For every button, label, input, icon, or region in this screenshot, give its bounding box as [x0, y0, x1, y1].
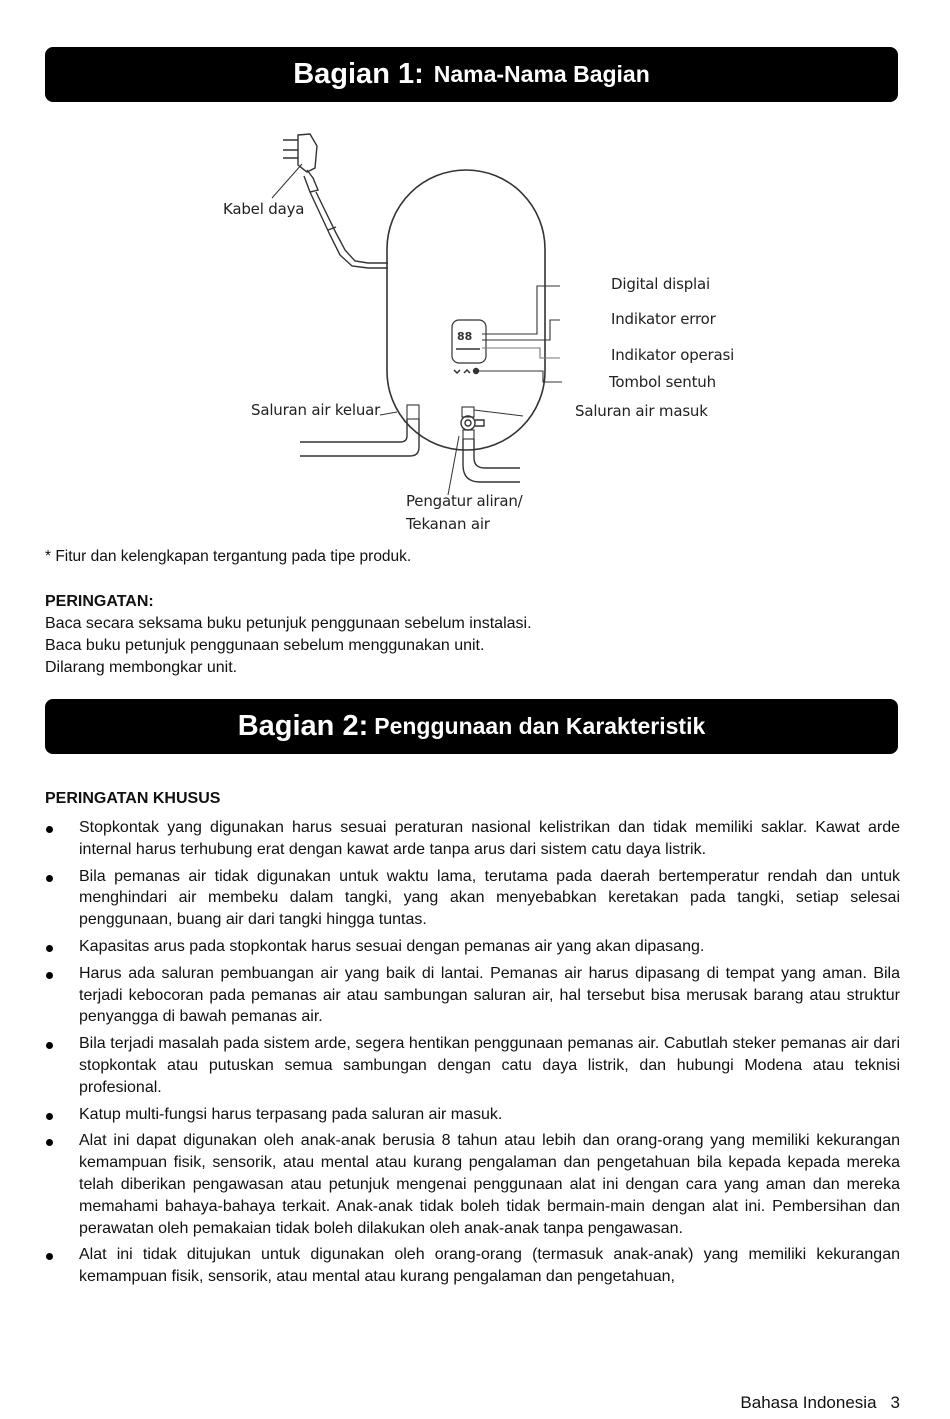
warning-line: Dilarang membongkar unit. — [45, 659, 238, 676]
label-water-outlet: Saluran air keluar — [251, 401, 381, 419]
list-item: Alat ini dapat digunakan oleh anak-anak berusia 8 tahun atau lebih dan orang-orang yang memiliki kekurangan kemampuan fisik, sensorik, atau mental atau kurang pengalaman dan pengetahuan bila kepada kepada mereka telah diberikan pengawasan atau petunjuk mengenai penggunaan alat ini dengan cara yang aman dan mereka memahami bahaya-bahaya terkait. Anak-anak tidak boleh tidak bermain-main dengan alat ini. Pembersihan dan perawatan oleh pemakaian tidak boleh dilakukan oleh anak-anak tanpa pengawasan. — [45, 1130, 900, 1239]
bullet-icon — [46, 1042, 53, 1049]
special-warning-heading: PERINGATAN KHUSUS — [45, 790, 221, 807]
warning-line: Baca buku petunjuk penggunaan sebelum menggunakan unit. — [45, 637, 485, 654]
section-1-part: Bagian 1: — [293, 58, 424, 90]
list-item: Stopkontak yang digunakan harus sesuai peraturan nasional kelistrikan dan tidak memiliki saklar. Kawat arde internal harus terhubung erat dengan kawat arde tanpa arus dari sistem catu daya listrik. — [45, 817, 900, 861]
bullet-icon — [46, 972, 53, 979]
bullet-icon — [46, 826, 53, 833]
label-error-indicator: Indikator error — [611, 310, 716, 328]
section-2-banner — [45, 699, 898, 754]
label-touch-button: Tombol sentuh — [609, 373, 716, 391]
section-2-title: Penggunaan dan Karakteristik — [374, 713, 706, 739]
label-power-cable: Kabel daya — [223, 200, 305, 218]
list-item: Harus ada saluran pembuangan air yang baik di lantai. Pemanas air harus dipasang di tempat yang aman. Bila terjadi kebocoran pada pemanas air atau sambungan saluran air, hal tersebut bisa merusak barang atau struktur penyangga di bawah pemanas air. — [45, 963, 900, 1028]
page-number: 3 — [890, 1393, 900, 1412]
section-1-title: Nama-Nama Bagian — [433, 61, 650, 87]
svg-text:88: 88 — [457, 330, 473, 343]
bullet-icon — [46, 1113, 53, 1120]
section-2-part: Bagian 2: — [237, 710, 369, 742]
label-flow-regulator-2: Tekanan air — [406, 515, 490, 533]
label-digital-display: Digital displai — [611, 275, 710, 293]
bullet-icon — [46, 945, 53, 952]
label-water-inlet: Saluran air masuk — [575, 402, 708, 420]
warning-block — [45, 591, 532, 679]
list-item: Bila terjadi masalah pada sistem arde, segera hentikan penggunaan pemanas air. Cabutlah steker pemanas air dari stopkontak atau putuskan semua sambungan dengan catu daya listrik, dan hubungi Modena atau teknisi profesional. — [45, 1033, 900, 1098]
special-warning-list — [45, 817, 900, 1293]
label-operation-indicator: Indikator operasi — [611, 346, 735, 364]
section-1-banner — [45, 47, 898, 102]
list-item: Bila pemanas air tidak digunakan untuk waktu lama, terutama pada daerah bertemperatur rendah dan untuk menghindari air membeku dalam tangki, yang akan menyebabkan keretakan pada tangki, setiap selesai penggunaan, buang air dari tangki hingga tuntas. — [45, 866, 900, 931]
list-item: Katup multi-fungsi harus terpasang pada saluran air masuk. — [45, 1104, 900, 1126]
warning-line: Baca secara seksama buku petunjuk penggunaan sebelum instalasi. — [45, 615, 532, 632]
footer-language: Bahasa Indonesia — [740, 1393, 877, 1412]
bullet-icon — [46, 1139, 53, 1146]
page-footer — [740, 1393, 900, 1413]
water-heater-diagram — [190, 120, 770, 540]
bullet-icon — [46, 875, 53, 882]
label-flow-regulator-1: Pengatur aliran/ — [406, 492, 523, 510]
water-heater-illustration — [190, 120, 770, 540]
tank-body — [387, 170, 545, 450]
bullet-icon — [46, 1253, 53, 1260]
feature-note: * Fitur dan kelengkapan tergantung pada tipe produk. — [45, 548, 412, 565]
list-item: Kapasitas arus pada stopkontak harus sesuai dengan pemanas air yang akan dipasang. — [45, 936, 900, 958]
warning-heading: PERINGATAN: — [45, 593, 154, 610]
list-item: Alat ini tidak ditujukan untuk digunakan oleh orang-orang (termasuk anak-anak) yang memiliki kekurangan kemampuan fisik, sensorik, atau mental atau kurang pengalaman dan pengetahuan, — [45, 1244, 900, 1288]
